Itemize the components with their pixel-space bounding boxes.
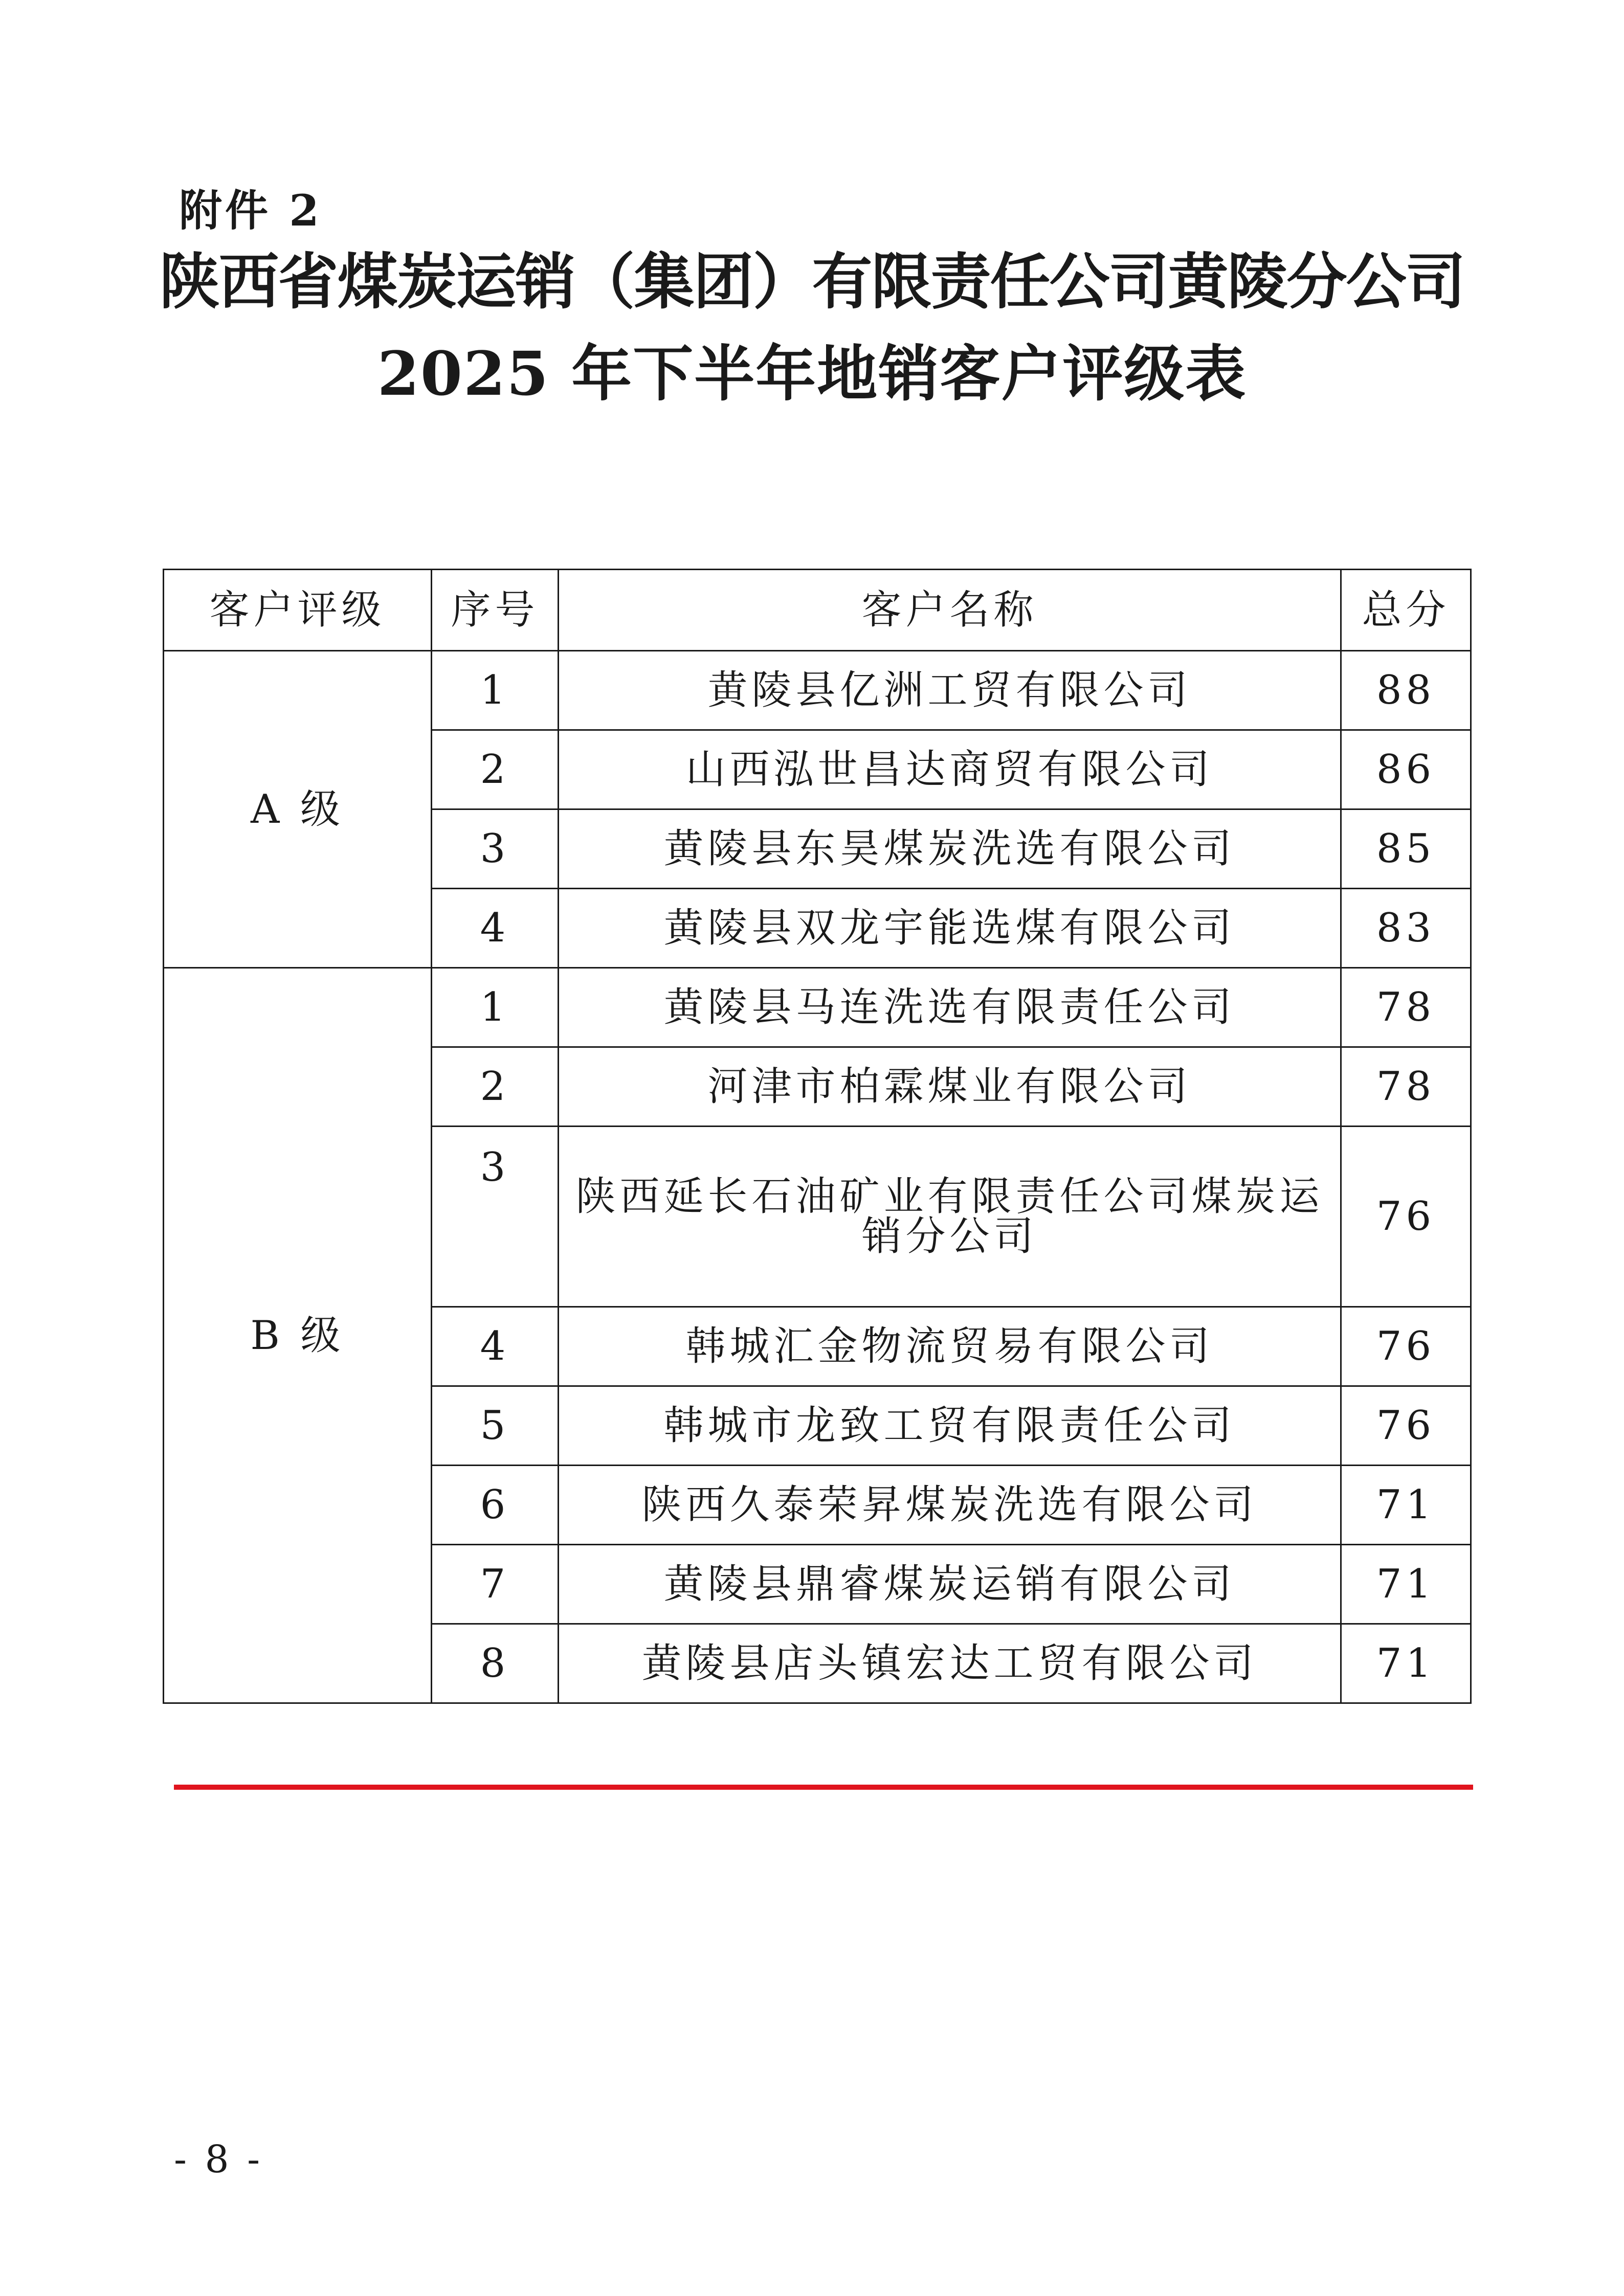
customer-name-cell: 黄陵县东昊煤炭洗选有限公司: [559, 809, 1341, 889]
score-cell: 83: [1341, 889, 1471, 968]
customer-name-cell: 黄陵县店头镇宏达工贸有限公司: [559, 1624, 1341, 1703]
seq-cell: 5: [432, 1386, 559, 1466]
customer-name-cell: 韩城汇金物流贸易有限公司: [559, 1307, 1341, 1386]
score-cell: 78: [1341, 968, 1471, 1047]
page-number: - 8 -: [174, 2137, 263, 2181]
customer-name-cell: 陕西久泰荣昇煤炭洗选有限公司: [559, 1466, 1341, 1545]
attachment-label: 附件 2: [179, 185, 322, 236]
table-row: [164, 968, 1471, 1047]
score-cell: 76: [1341, 1386, 1471, 1466]
score-cell: 85: [1341, 809, 1471, 889]
customer-name-cell: 黄陵县双龙宇能选煤有限公司: [559, 889, 1341, 968]
customer-name-line-2: 销分公司: [861, 1213, 1038, 1259]
score-cell: 71: [1341, 1624, 1471, 1703]
customer-name-cell: 山西泓世昌达商贸有限公司: [559, 730, 1341, 809]
customer-name-cell: 韩城市龙致工贸有限责任公司: [559, 1386, 1341, 1466]
red-divider-line: [174, 1785, 1473, 1790]
score-cell: 71: [1341, 1466, 1471, 1545]
table-header-row: [164, 570, 1471, 651]
customer-rating-table: [163, 569, 1472, 1704]
seq-cell: 2: [432, 1047, 559, 1127]
grade-cell-a: A 级: [164, 651, 432, 968]
header-grade: 客户评级: [164, 570, 432, 651]
seq-cell: 4: [432, 889, 559, 968]
header-score: 总分: [1341, 570, 1471, 651]
seq-cell: 3: [432, 1127, 559, 1307]
document-title-line-1: 陕西省煤炭运销（集团）有限责任公司黄陵分公司: [159, 246, 1465, 317]
header-seq: 序号: [432, 570, 559, 651]
score-cell: 71: [1341, 1545, 1471, 1624]
customer-name-cell: [559, 1127, 1341, 1307]
seq-cell: 6: [432, 1466, 559, 1545]
score-cell: 76: [1341, 1127, 1471, 1307]
header-name: 客户名称: [559, 570, 1341, 651]
grade-cell-b: B 级: [164, 968, 432, 1703]
seq-cell: 2: [432, 730, 559, 809]
table-row: [164, 651, 1471, 730]
document-title-line-2: 2025 年下半年地销客户评级表: [377, 338, 1247, 409]
seq-cell: 1: [432, 651, 559, 730]
seq-cell: 3: [432, 809, 559, 889]
seq-cell: 4: [432, 1307, 559, 1386]
seq-cell: 8: [432, 1624, 559, 1703]
seq-cell: 7: [432, 1545, 559, 1624]
customer-name-cell: 河津市柏霖煤业有限公司: [559, 1047, 1341, 1127]
score-cell: 88: [1341, 651, 1471, 730]
score-cell: 76: [1341, 1307, 1471, 1386]
score-cell: 78: [1341, 1047, 1471, 1127]
customer-name-cell: 黄陵县亿洲工贸有限公司: [559, 651, 1341, 730]
seq-cell: 1: [432, 968, 559, 1047]
customer-name-cell: 黄陵县马连洗选有限责任公司: [559, 968, 1341, 1047]
customer-name-line-1: 陕西延长石油矿业有限责任公司煤炭运: [575, 1174, 1324, 1220]
score-cell: 86: [1341, 730, 1471, 809]
customer-name-cell: 黄陵县鼎睿煤炭运销有限公司: [559, 1545, 1341, 1624]
